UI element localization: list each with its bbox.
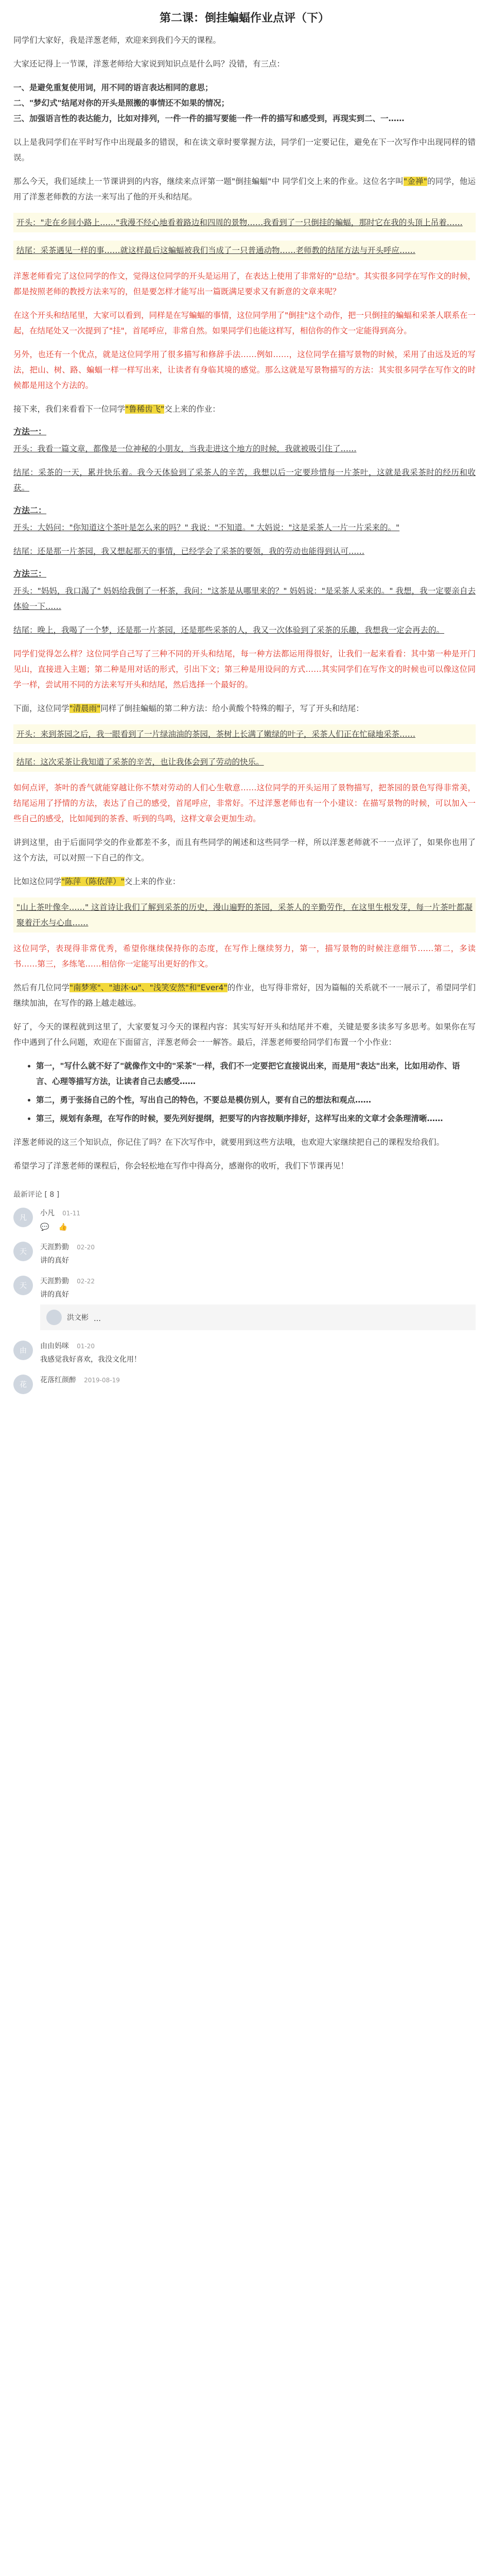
intro-paragraph: 同学们大家好，我是洋葱老师，欢迎来到我们今天的课程。 <box>13 36 221 45</box>
review-paragraph: 大家还记得上一节课，洋葱老师给大家说到知识点是什么吗？没错，有三点： <box>13 59 285 69</box>
tips-list <box>36 1058 476 1126</box>
comment <box>13 1375 476 1394</box>
teacher-comment-1: 洋葱老师看完了这位同学的作文，觉得这位同学的开头是运用了，在表达上使用了非常好的"总结"。其实很多同学在写作文的时候，都是按照老师的教授方法来写的，但是要怎样才能写出一篇既满足要求又有新意的文章来呢？ <box>13 272 476 296</box>
review-point-2: 二、"梦幻式"结尾对你的开头是照搬的事情还不如果的情况； <box>13 98 230 108</box>
comment-user[interactable]: 由由妈咪 <box>40 1342 69 1350</box>
reminder-paragraph: 以上是我同学们在平时写作中出现最多的错误，和在读文章时要掌握方法，同学们一定要记住，避免在下一次写作中出现同样的错误。 <box>13 138 476 162</box>
review-point-1: 一、是避免重复使用词，用不同的语言表达相同的意思； <box>13 83 213 92</box>
student-3-opening: 开头：来到茶园之后，我一眼看到了一片绿油油的茶园，茶树上长满了嫩绿的叶子，采茶人们正在忙碌地采茶…… <box>13 724 476 744</box>
comment-user[interactable]: 小凡 <box>40 1209 55 1217</box>
tip-item: • 第三，规划有条理，在写作的时候，要先列好提纲，把要写的内容按顺序排好，这样写出来的文章才会条理清晰…… <box>36 1111 476 1126</box>
student-1-intro: 那么今天，我们延续上一节课讲到的内容，继续来点评第一题"倒挂蝙蝠"中 同学们交上来的作业。这位名字叫"金禅"的同学，他运用了洋葱老师教的方法一来写出了他的开头和结尾。 <box>13 177 476 201</box>
teacher-comment-6: 这位同学，表现得非常优秀，希望你继续保持你的态度，在写作上继续努力，第一，描写景物的时候注意细节……第二，多读书……第三，多练笔……相信你一定能写出更好的作文。 <box>13 944 476 969</box>
comment <box>13 1276 476 1330</box>
comment <box>13 1208 476 1231</box>
student-5-intro: 然后有几位同学"南梦寒"、"迪沐·ω"、"浅笑安然"和"Ever4"的作业，也写得非常好，因为篇幅的关系就不一一展示了，希望同学们继续加油，在写作的路上越走越远。 <box>13 983 476 1008</box>
student-4-name: "陈萍（陈依萍）" <box>61 877 125 886</box>
comment-time: 02-22 <box>77 1278 95 1285</box>
student-1-ending: 结尾：采茶遇见一样的事……就这样最后这蝙蝠被我们当成了一只普通动物……老师教的结尾方法与开头呼应…… <box>13 241 476 260</box>
comment-time: 2019-08-19 <box>84 1377 120 1384</box>
summary-paragraph: 好了，今天的课程就到这里了，大家要复习今天的课程内容：其实写好开头和结尾并不难，关键是要多读多写多思考。如果你在写作中遇到了什么问题，欢迎在下面留言，洋葱老师会一一解答。最后，洋葱老师要给同学们布置一个小作业： <box>13 1022 476 1047</box>
reply-user[interactable]: 洪文彬 <box>67 1314 89 1322</box>
avatar[interactable]: 天 <box>13 1242 33 1261</box>
method-2-ending: 结尾：还是那一片茶园，我又想起那天的事情，已经学会了采茶的要领，我的劳动也能得到认可…… <box>13 547 365 556</box>
comment-user[interactable]: 花落红颜醉 <box>40 1376 76 1384</box>
note-paragraph: 讲到这里，由于后面同学交的作业都差不多，而且有些同学的阐述和这些同学一样，所以洋葱老师就不一一点评了，如果你也用了这个方法，可以对照一下自己的作文。 <box>13 838 476 862</box>
reply-icon[interactable]: 💬 <box>40 1223 49 1231</box>
comment <box>13 1341 476 1364</box>
method-1-title: 方法一： <box>13 427 47 436</box>
method-2-title: 方法二： <box>13 505 47 515</box>
comment-time: 02-20 <box>77 1244 95 1251</box>
teacher-comment-3: 另外，也还有一个优点，就是这位同学用了很多描写和修辞手法……例如……，这位同学在描写景物的时候，采用了由远及近的写法，把山、树、路、蝙蝠一样一样写出来，让读者有身临其境的感觉。那么这就是写景物描写的方法：其实很多同学在写作文的时候都是用这个方法的。 <box>13 350 476 390</box>
avatar[interactable]: 凡 <box>13 1208 33 1227</box>
comment-text: 我感觉我好喜欢，我没文化用！ <box>40 1355 141 1364</box>
tip-item: • 第二，勇于张扬自己的个性，写出自己的特色，不要总是模仿别人，要有自己的想法和观点…… <box>36 1092 476 1108</box>
student-3-intro: 下面，这位同学"清晨雨"同样了倒挂蝙蝠的第二种方法：给小黄酸个特殊的帽子，写了开头和结尾： <box>13 704 364 713</box>
reply-box <box>40 1304 476 1330</box>
reply-text: … <box>94 1315 101 1323</box>
student-3-name: "清晨雨" <box>69 704 101 713</box>
like-icon[interactable]: 👍 <box>58 1223 67 1231</box>
teacher-comment-4: 同学们觉得怎么样？这位同学自己写了三种不同的开头和结尾，每一种方法都运用得很好，让我们一起来看看：其中第一种是开门见山，直接进入主题；第二种是用对话的形式，引出下文；第三种是用设问的方式……其实同学们在写作文的时候也可以像这位同学一样，尝试用不同的方法来写开头和结尾，然后选择一个最好的。 <box>13 649 476 689</box>
method-3-title: 方法三： <box>13 569 47 579</box>
avatar[interactable]: 花 <box>13 1375 33 1394</box>
closing-paragraph-2: 希望学习了洋葱老师的课程后，你会轻松地在写作中得高分，感谢你的收听，我们下节课再见！ <box>13 1161 349 1171</box>
method-2-opening: 开头：大妈问："你知道这个茶叶是怎么来的吗？" 我说："不知道。" 大妈说："这是采茶人一片一片采来的。" <box>13 523 400 532</box>
avatar[interactable]: 天 <box>13 1276 33 1295</box>
review-point-3: 三、加强语言性的表达能力，比如对排列，一件一件的描写要能一件一件的描写和感受到，再现实到二、一…… <box>13 114 405 123</box>
student-1-name: "金禅" <box>403 177 427 186</box>
comment-user[interactable]: 天涯黔勤 <box>40 1243 69 1251</box>
student-2-intro: 接下来，我们来看看下一位同学"鲁稀齿飞"交上来的作业： <box>13 404 220 414</box>
comment-text: 讲的真好 <box>40 1257 69 1265</box>
comment-user[interactable]: 天涯黔勤 <box>40 1277 69 1285</box>
article-title: 第二课：倒挂蝙蝠作业点评（下） <box>159 12 329 25</box>
comments-title: 最新评论 [ 8 ] <box>13 1191 60 1199</box>
tip-item: • 第一，"写什么就不好了"就像作文中的"采茶"一样，我们不一定要把它直接说出来，而是用"表达"出来，比如用动作、语言、心理等描写方法，让读者自己去感受…… <box>36 1058 476 1089</box>
student-3-ending: 结尾：这次采茶让我知道了采茶的辛苦，也让我体会到了劳动的快乐。 <box>13 752 476 772</box>
teacher-comment-2: 在这个开头和结尾里，大家可以看到，同样是在写蝙蝠的事情，这位同学用了"倒挂"这个动作，把一只倒挂的蝙蝠和采茶人联系在一起，在结尾处又一次提到了"挂"，首尾呼应，非常自然。如果同学们也能这样写，相信你的作文一定能得到高分。 <box>13 311 476 335</box>
method-3-opening: 开头："妈妈，我口渴了" 妈妈给我倒了一杯茶，我问："这茶是从哪里来的？" 妈妈说："是采茶人采来的。" 我想，我一定要亲自去体验一下…… <box>13 586 476 611</box>
method-1-ending: 结尾：采茶的一天，累并快乐着。我今天体验到了采茶人的辛苦，我想以后一定要珍惜每一片茶叶，这就是我采茶时的经历和收获。 <box>13 468 476 493</box>
reply-avatar[interactable] <box>46 1310 62 1325</box>
comment <box>13 1242 476 1265</box>
closing-paragraph-1: 洋葱老师说的这三个知识点，你记住了吗？在下次写作中，就要用到这些方法哦，也欢迎大家继续把自己的课程发给我们。 <box>13 1138 445 1147</box>
method-1-opening: 开头：我看一篇文章，都像是一位神秘的小朋友，当我走进这个地方的时候，我就被吸引住了…… <box>13 444 357 453</box>
student-2-name: "鲁稀齿飞" <box>125 404 165 414</box>
teacher-comment-5: 如何点评，茶叶的香气就能穿越让你不禁对劳动的人们心生敬意……这位同学的开头运用了景物描写，把茶园的景色写得非常美，结尾运用了抒情的方法，表达了自己的感受，首尾呼应，非常好。不过洋葱老师也有一个小建议：在描写景物的时候，可以加入一些自己的感受，比如闻到的茶香、听到的鸟鸣，这样文章会更加生动。 <box>13 783 476 823</box>
student-1-opening: 开头："走在乡间小路上……"我漫不经心地看着路边和四周的景物……我看到了一只倒挂的蝙蝠，那时它在我的头顶上吊着…… <box>13 213 476 232</box>
comment-actions <box>40 1223 476 1231</box>
comment-text: 讲的真好 <box>40 1291 69 1299</box>
student-4-intro: 比如这位同学"陈萍（陈依萍）"交上来的作业： <box>13 877 181 886</box>
comment-time: 01-20 <box>77 1343 95 1350</box>
student-5-names: "南梦寒"、"迪沐·ω"、"浅笑安然"和"Ever4" <box>69 983 228 992</box>
comment-time: 01-11 <box>62 1210 80 1217</box>
student-4-quote: "山上茶叶像伞……" 这首诗让我们了解到采茶的历史，漫山遍野的茶园，采茶人的辛勤劳作，在这里生根发芽，每一片茶叶都凝聚着汗水与心血…… <box>13 897 476 933</box>
method-3-ending: 结尾：晚上，我喝了一个梦，还是那一片茶园，还是那些采茶的人，我又一次体验到了采茶的乐趣，我想我一定会再去的。 <box>13 625 445 635</box>
review-points <box>13 80 476 126</box>
avatar[interactable]: 由 <box>13 1341 33 1360</box>
